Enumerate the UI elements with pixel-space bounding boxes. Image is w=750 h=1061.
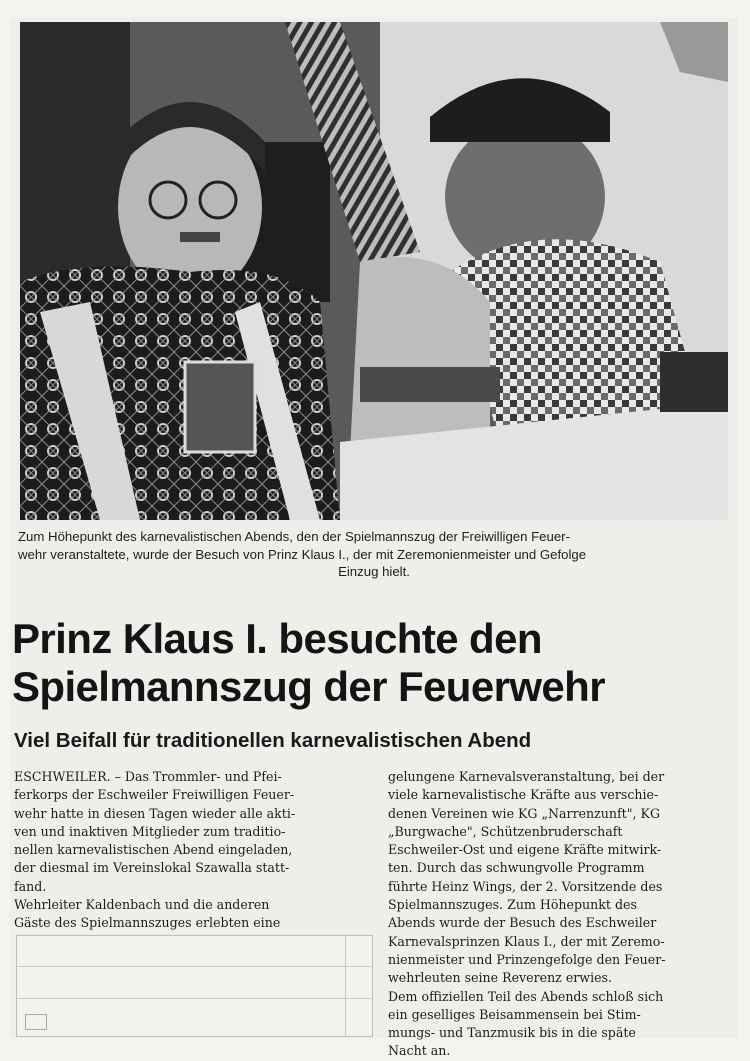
headline-line: Prinz Klaus I. besuchte den xyxy=(12,615,542,662)
stamp-divider xyxy=(17,998,372,999)
article-line: gelungene Karnevalsveranstaltung, bei der xyxy=(388,769,665,784)
article-line: wehrleuten seine Reverenz erwies. xyxy=(388,970,613,986)
headline-line: Spielmannszug der Feuerwehr xyxy=(12,663,605,710)
article-line: Dem offiziellen Teil des Abends schloß sich xyxy=(388,988,664,1004)
article-line: führte Heinz Wings, der 2. Vorsitzende des xyxy=(388,878,663,894)
article-line: nellen karnevalistischen Abend eingeladen, xyxy=(14,842,293,858)
article-column-left xyxy=(14,768,364,933)
article-line: ten. Durch das schwungvolle Programm xyxy=(388,860,645,876)
article-line: ferkorps der Eschweiler Freiwilligen Feuer- xyxy=(14,787,295,803)
article-line: ESCHWEILER. – Das Trommler- und Pfei- xyxy=(14,769,282,784)
article-line: ven und inaktiven Mitglieder zum traditio- xyxy=(14,823,286,839)
article-line: wehr hatte in diesen Tagen wieder alle akti- xyxy=(14,805,296,821)
article-line: Wehrleiter Kaldenbach und die anderen xyxy=(14,897,270,913)
photo-caption xyxy=(18,528,730,581)
article-line: Nacht an. xyxy=(388,1043,451,1059)
article-line: fand. xyxy=(14,878,47,894)
article-line: Abends wurde der Besuch des Eschweiler xyxy=(388,915,657,931)
article-line: viele karnevalistische Kräfte aus verschie- xyxy=(388,787,659,803)
article-line: Eschweiler-Ost und eigene Kräfte mitwirk- xyxy=(388,842,662,858)
stamp-divider xyxy=(345,936,346,1036)
subheadline: Viel Beifall für traditionellen karnevalistischen Abend xyxy=(14,729,532,752)
article-line: Spielmannszuges. Zum Höhepunkt des xyxy=(388,897,637,913)
stamp-checkbox-icon xyxy=(25,1014,47,1030)
caption-line: Zum Höhepunkt des karnevalistischen Abends, den der Spielmannszug der Freiwilligen Feuer- xyxy=(18,529,570,544)
article-line: nienmeister und Prinzengefolge den Feuer- xyxy=(388,951,666,967)
article-line: ein geselliges Beisammensein bei Stim- xyxy=(388,1006,641,1022)
photo-illustration xyxy=(20,22,728,520)
article-column-right xyxy=(388,768,738,1061)
article-photo xyxy=(20,22,728,520)
article-line: mungs- und Tanzmusik bis in die späte xyxy=(388,1025,636,1041)
archive-stamp-box xyxy=(16,935,373,1037)
caption-line: wehr veranstaltete, wurde der Besuch von Prinz Klaus I., der mit Zeremonienmeister und Gefolge xyxy=(18,546,587,562)
caption-line: Einzug hielt. xyxy=(338,564,410,579)
article-line: Gäste des Spielmannszuges erlebten eine xyxy=(14,915,281,931)
article-line: der diesmal im Vereinslokal Szawalla statt- xyxy=(14,860,290,876)
stamp-divider xyxy=(17,966,372,967)
article-line: Karnevalsprinzen Klaus I., der mit Zeremo- xyxy=(388,933,665,949)
article-line: denen Vereinen wie KG „Narrenzunft", KG xyxy=(388,805,661,821)
article-line: „Burgwache", Schützenbruderschaft xyxy=(388,823,623,839)
headline xyxy=(12,615,732,711)
